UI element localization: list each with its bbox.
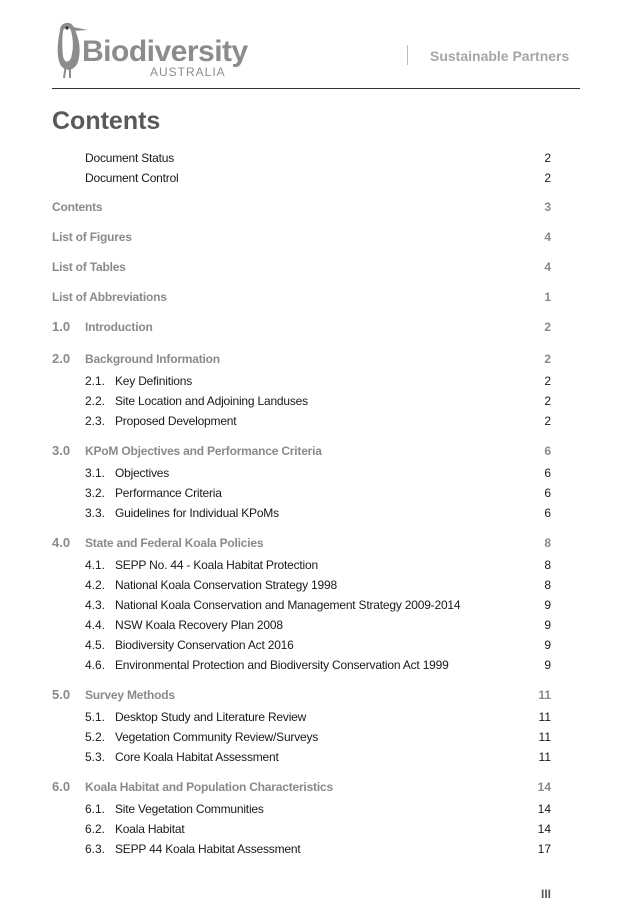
toc-entry-page: 3 <box>544 200 551 214</box>
toc-subsection-page: 9 <box>544 638 551 652</box>
toc-section-page: 14 <box>537 780 551 794</box>
toc-section-entry[interactable] <box>0 534 635 552</box>
header-divider <box>407 45 408 65</box>
toc-section-page: 2 <box>544 320 551 334</box>
toc-section-entry[interactable] <box>0 228 635 246</box>
toc-subsection-page: 2 <box>544 394 551 408</box>
toc-subsection-number: 4.5. <box>85 638 106 652</box>
toc-subsection-title: Koala Habitat <box>115 822 185 836</box>
toc-subsection-entry[interactable] <box>0 556 635 574</box>
toc-subsection-page: 8 <box>544 578 551 592</box>
toc-section-page: 6 <box>544 444 551 458</box>
toc-subsection-number: 6.3. <box>85 842 106 856</box>
toc-section-entry[interactable] <box>0 778 635 796</box>
toc-section-number: 2.0 <box>52 351 71 366</box>
toc-subsection-number: 5.1. <box>85 710 106 724</box>
toc-subsection-number: 4.6. <box>85 658 106 672</box>
toc-subsection-number: 3.2. <box>85 486 106 500</box>
toc-subsection-title: Proposed Development <box>115 414 237 428</box>
toc-subsection-title: Objectives <box>115 466 170 480</box>
toc-entry-title: List of Abbreviations <box>52 290 167 304</box>
toc-subsection-number: 2.3. <box>85 414 106 428</box>
page-title: Contents <box>52 107 161 135</box>
toc-section-title: Introduction <box>85 320 153 334</box>
toc-subsection-entry[interactable] <box>0 800 635 818</box>
toc-subsection-page: 14 <box>537 822 551 836</box>
toc-section-number: 4.0 <box>52 535 71 550</box>
toc-subsection-page: 2 <box>544 374 551 388</box>
toc-subsection-entry[interactable] <box>0 504 635 522</box>
toc-subsection-title: National Koala Conservation Strategy 1998 <box>115 578 337 592</box>
toc-subsection-title: Site Vegetation Communities <box>115 802 264 816</box>
toc-entry-page: 4 <box>544 260 551 274</box>
toc-subsection-entry[interactable] <box>0 820 635 838</box>
logo-wordmark: Biodiversity <box>82 35 248 68</box>
toc-subsection-page: 8 <box>544 558 551 572</box>
toc-subsection-entry[interactable] <box>0 748 635 766</box>
toc-subsection-title: Environmental Protection and Biodiversity Conservation Act 1999 <box>115 658 449 672</box>
toc-subsection-number: 4.4. <box>85 618 106 632</box>
toc-section-entry[interactable] <box>0 198 635 216</box>
toc-subsection-title: Guidelines for Individual KPoMs <box>115 506 279 520</box>
toc-subsection-page: 11 <box>538 730 551 744</box>
toc-subsection-entry[interactable] <box>0 596 635 614</box>
toc-subsection-title: SEPP 44 Koala Habitat Assessment <box>115 842 301 856</box>
toc-entry-title: Contents <box>52 200 103 214</box>
toc-subsection-number: 3.3. <box>85 506 106 520</box>
toc-subsection-title: SEPP No. 44 - Koala Habitat Protection <box>115 558 318 572</box>
header-tagline: Sustainable Partners <box>430 48 570 64</box>
toc-subsection-number: 3.1. <box>85 466 106 480</box>
toc-entry-page: 4 <box>544 230 551 244</box>
toc-section-number: 1.0 <box>52 319 71 334</box>
toc-subsection-page: 9 <box>544 598 551 612</box>
toc-subsection-number: 6.1. <box>85 802 106 816</box>
toc-subsection-page: 6 <box>544 486 551 500</box>
toc-section-title: Survey Methods <box>85 688 175 702</box>
toc-section-entry[interactable] <box>0 350 635 368</box>
toc-subsection-page: 14 <box>537 802 551 816</box>
toc-subsection-entry[interactable] <box>0 728 635 746</box>
toc-subsection-number: 4.2. <box>85 578 106 592</box>
toc-subsection-entry[interactable] <box>0 636 635 654</box>
page-number: III <box>540 887 551 901</box>
toc-entry-page: 2 <box>544 171 551 185</box>
toc-subsection-entry[interactable] <box>0 412 635 430</box>
toc-subsection-number: 2.1. <box>85 374 106 388</box>
toc-entry-title: List of Tables <box>52 260 126 274</box>
toc-subsection-entry[interactable] <box>0 392 635 410</box>
toc-subsection-title: Site Location and Adjoining Landuses <box>115 394 308 408</box>
toc-section-entry[interactable] <box>0 686 635 704</box>
toc-subsection-title: Vegetation Community Review/Surveys <box>115 730 319 744</box>
toc-subsection-title: Biodiversity Conservation Act 2016 <box>115 638 294 652</box>
toc-section-entry[interactable] <box>0 258 635 276</box>
toc-section-title: Background Information <box>85 352 220 366</box>
toc-subsection-page: 6 <box>544 506 551 520</box>
toc-section-title: Koala Habitat and Population Characteristics <box>85 780 333 794</box>
toc-subsection-page: 6 <box>544 466 551 480</box>
toc-section-number: 3.0 <box>52 443 71 458</box>
toc-entry-title: Document Status <box>85 151 175 165</box>
toc-subsection-entry[interactable] <box>0 840 635 858</box>
logo-subtitle: AUSTRALIA <box>150 65 226 79</box>
toc-subsection-page: 9 <box>544 658 551 672</box>
toc-section-page: 8 <box>544 536 551 550</box>
toc-subsection-entry[interactable] <box>0 464 635 482</box>
toc-section-entry[interactable] <box>0 288 635 306</box>
toc-subsection-entry[interactable] <box>0 708 635 726</box>
toc-subsection-title: National Koala Conservation and Management Strategy 2009-2014 <box>115 598 461 612</box>
biodiversity-australia-logo <box>52 18 248 80</box>
toc-subsection-entry[interactable] <box>0 372 635 390</box>
toc-section-number: 6.0 <box>52 779 71 794</box>
toc-section-page: 11 <box>538 688 551 702</box>
toc-subsection-entry[interactable] <box>0 576 635 594</box>
toc-subsection-title: Key Definitions <box>115 374 193 388</box>
toc-subsection-number: 4.3. <box>85 598 106 612</box>
toc-subsection-page: 2 <box>544 414 551 428</box>
toc-subsection-number: 5.2. <box>85 730 106 744</box>
toc-section-entry[interactable] <box>0 442 635 460</box>
toc-subsection-page: 9 <box>544 618 551 632</box>
toc-section-title: State and Federal Koala Policies <box>85 536 264 550</box>
toc-subsection-entry[interactable] <box>0 149 635 167</box>
header-rule <box>52 88 580 89</box>
toc-subsection-number: 6.2. <box>85 822 106 836</box>
toc-subsection-entry[interactable] <box>0 484 635 502</box>
toc-subsection-title: Core Koala Habitat Assessment <box>115 750 279 764</box>
toc-subsection-page: 17 <box>537 842 551 856</box>
toc-entry-page: 1 <box>544 290 551 304</box>
toc-entry-page: 2 <box>544 151 551 165</box>
toc-subsection-number: 5.3. <box>85 750 106 764</box>
toc-section-page: 2 <box>544 352 551 366</box>
toc-entry-title: List of Figures <box>52 230 132 244</box>
toc-subsection-title: NSW Koala Recovery Plan 2008 <box>115 618 283 632</box>
toc-entry-title: Document Control <box>85 171 179 185</box>
toc-subsection-entry[interactable] <box>0 169 635 187</box>
toc-subsection-entry[interactable] <box>0 656 635 674</box>
toc-subsection-page: 11 <box>538 750 551 764</box>
toc-section-number: 5.0 <box>52 687 71 702</box>
toc-subsection-number: 4.1. <box>85 558 106 572</box>
toc-subsection-title: Desktop Study and Literature Review <box>115 710 307 724</box>
toc-section-entry[interactable] <box>0 318 635 336</box>
toc-subsection-page: 11 <box>538 710 551 724</box>
toc-subsection-entry[interactable] <box>0 616 635 634</box>
toc-section-title: KPoM Objectives and Performance Criteria <box>85 444 322 458</box>
toc-subsection-number: 2.2. <box>85 394 106 408</box>
toc-subsection-title: Performance Criteria <box>115 486 222 500</box>
